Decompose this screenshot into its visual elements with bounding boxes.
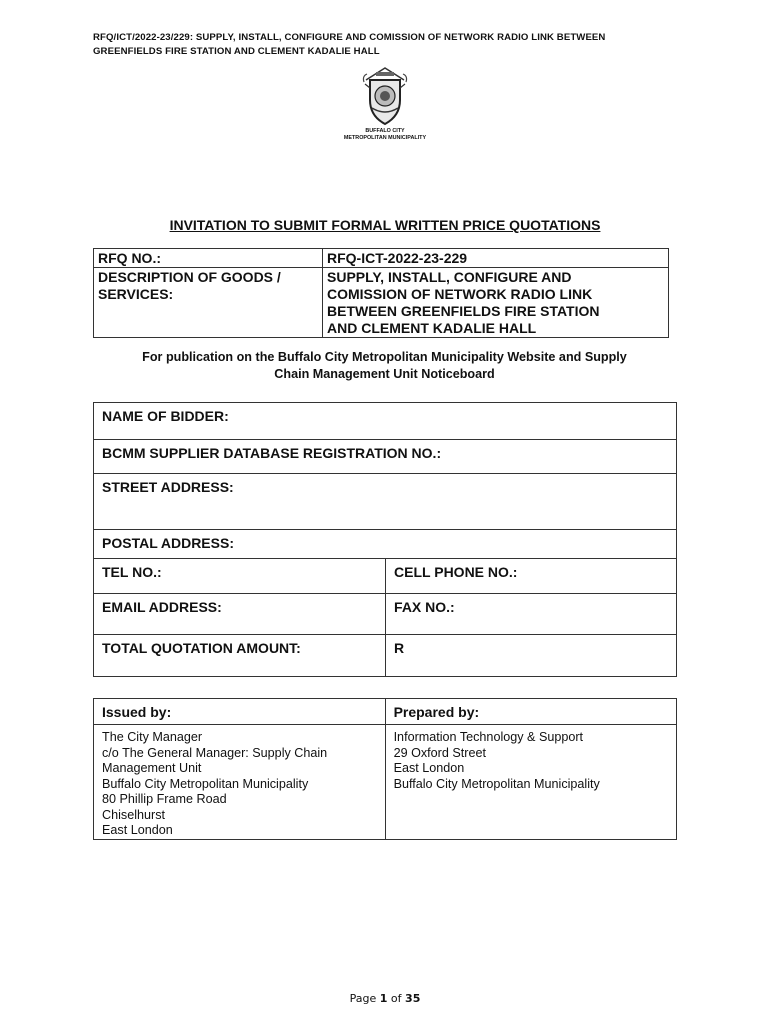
logo-text-line: BUFFALO CITY bbox=[365, 128, 405, 134]
publication-note bbox=[93, 349, 676, 383]
address-line: 80 Phillip Frame Road bbox=[102, 792, 227, 806]
header-line: GREENFIELDS FIRE STATION AND CLEMENT KADALIE HALL bbox=[93, 46, 380, 57]
coat-of-arms-icon bbox=[362, 66, 408, 128]
total-quotation-label: TOTAL QUOTATION AMOUNT: bbox=[94, 635, 386, 677]
rfq-no-label: RFQ NO.: bbox=[94, 249, 323, 268]
page-prefix: Page bbox=[349, 992, 380, 1005]
address-line: Buffalo City Metropolitan Municipality bbox=[393, 776, 600, 791]
rfq-info-table bbox=[93, 248, 669, 338]
municipality-logo bbox=[330, 66, 440, 148]
rfq-no-value: RFQ-ICT-2022-23-229 bbox=[323, 249, 669, 268]
tel-no-field[interactable]: TEL NO.: bbox=[94, 559, 386, 594]
address-line: East London bbox=[393, 761, 465, 775]
page-of: of bbox=[387, 992, 406, 1005]
description-value-line: COMISSION OF NETWORK RADIO LINK bbox=[327, 286, 593, 302]
document-header bbox=[93, 31, 693, 59]
fax-no-field[interactable]: FAX NO.: bbox=[386, 594, 677, 635]
description-label bbox=[94, 268, 323, 338]
address-line: c/o The General Manager: Supply Chain bbox=[102, 745, 328, 760]
street-address-field[interactable]: STREET ADDRESS: bbox=[94, 474, 677, 530]
description-value bbox=[323, 268, 669, 338]
description-value-line: BETWEEN GREENFIELDS FIRE STATION bbox=[327, 303, 600, 319]
issued-by-heading: Issued by: bbox=[94, 699, 386, 725]
address-line: The City Manager bbox=[102, 730, 203, 744]
header-line: RFQ/ICT/2022-23/229: SUPPLY, INSTALL, CONFIGURE AND COMISSION OF NETWORK RADIO LINK BETWEEN bbox=[93, 32, 606, 43]
publication-note-line: For publication on the Buffalo City Metropolitan Municipality Website and Supply bbox=[142, 350, 627, 364]
prepared-by-heading: Prepared by: bbox=[385, 699, 676, 725]
description-label-line: SERVICES: bbox=[98, 286, 174, 302]
cell-phone-field[interactable]: CELL PHONE NO.: bbox=[386, 559, 677, 594]
postal-address-field[interactable]: POSTAL ADDRESS: bbox=[94, 530, 677, 559]
page-number bbox=[0, 992, 770, 1005]
description-value-line: SUPPLY, INSTALL, CONFIGURE AND bbox=[327, 269, 572, 285]
supplier-registration-field[interactable]: BCMM SUPPLIER DATABASE REGISTRATION NO.: bbox=[94, 440, 677, 474]
address-line: East London bbox=[102, 823, 173, 837]
email-address-field[interactable]: EMAIL ADDRESS: bbox=[94, 594, 386, 635]
description-label-line: DESCRIPTION OF GOODS / bbox=[98, 269, 281, 285]
description-value-line: AND CLEMENT KADALIE HALL bbox=[327, 320, 537, 336]
address-line: Management Unit bbox=[102, 761, 202, 775]
address-line: Information Technology & Support bbox=[393, 730, 584, 744]
address-line: 29 Oxford Street bbox=[393, 745, 486, 760]
issued-by-address bbox=[94, 725, 386, 840]
issued-prepared-table bbox=[93, 698, 677, 840]
publication-note-line: Chain Management Unit Noticeboard bbox=[274, 367, 495, 381]
page-title: INVITATION TO SUBMIT FORMAL WRITTEN PRICE QUOTATIONS bbox=[169, 217, 601, 233]
bidder-name-field[interactable]: NAME OF BIDDER: bbox=[94, 403, 677, 440]
prepared-by-address bbox=[385, 725, 676, 840]
bidder-details-table bbox=[93, 402, 677, 677]
logo-text-line: METROPOLITAN MUNICIPALITY bbox=[343, 135, 427, 141]
total-pages: 35 bbox=[405, 992, 421, 1005]
address-line: Buffalo City Metropolitan Municipality bbox=[102, 776, 309, 791]
total-quotation-amount-field[interactable]: R bbox=[386, 635, 677, 677]
current-page: 1 bbox=[379, 992, 388, 1005]
address-line: Chiselhurst bbox=[102, 807, 165, 822]
